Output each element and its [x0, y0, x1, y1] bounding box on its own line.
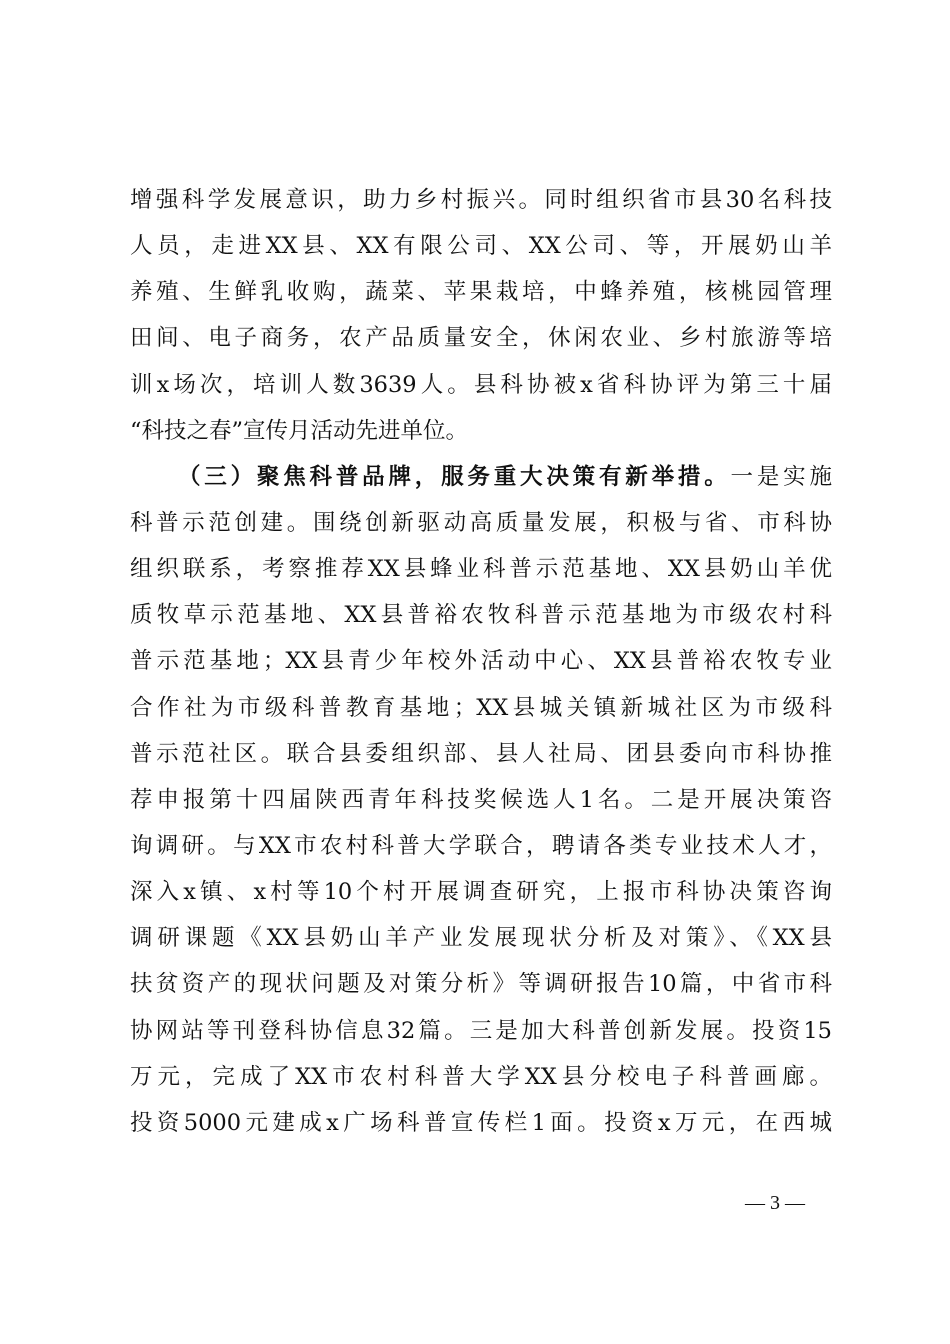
- text-line: “科技之春”宣传月活动先进单位。: [130, 417, 469, 444]
- text-line: 增强科学发展意识，助力乡村振兴。同时组织省市县30名科技: [130, 187, 832, 213]
- text-line: 调研课题《XX县奶山羊产业发展现状分析及对策》、《XX县: [130, 925, 832, 952]
- text-line: 科普示范创建。围绕创新驱动高质量发展，积极与省、市科协: [130, 509, 832, 536]
- document-body: [130, 177, 832, 1146]
- text-line: 普示范基地；XX县青少年校外活动中心、XX县普裕农牧专业: [130, 648, 832, 675]
- text-line: 协网站等刊登科协信息32篇。三是加大科普创新发展。投资15: [130, 1017, 832, 1044]
- text-line: 训x场次，培训人数3639人。县科协被x省科协评为第三十届: [130, 371, 832, 398]
- text-line: 荐申报第十四届陕西青年科技奖候选人1名。二是开展决策咨: [130, 786, 832, 813]
- text-line: 田间、电子商务，农产品质量安全，休闲农业、乡村旅游等培: [130, 325, 832, 352]
- text-line: 深入x镇、x村等10个村开展调查研究，上报市科协决策咨询: [130, 879, 832, 906]
- text-line: 质牧草示范基地、XX县普裕农牧科普示范基地为市级农村科: [130, 602, 832, 629]
- text-line: 普示范社区。联合县委组织部、县人社局、团县委向市科协推: [130, 740, 832, 767]
- text-line: 组织联系，考察推荐XX县蜂业科普示范基地、XX县奶山羊优: [130, 556, 832, 583]
- text-fragment: 一是实施: [730, 463, 832, 490]
- text-line: 扶贫资产的现状问题及对策分析》等调研报告10篇，中省市科: [130, 971, 832, 998]
- text-line: 万元，完成了XX市农村科普大学XX县分校电子科普画廊。: [130, 1063, 832, 1090]
- text-line: 合作社为市级科普教育基地；XX县城关镇新城社区为市级科: [130, 694, 832, 721]
- section-heading-line: [130, 454, 832, 500]
- text-line: 投资5000元建成x广场科普宣传栏1面。投资x万元，在西城: [130, 1109, 832, 1136]
- page-number: — 3 —: [745, 1192, 805, 1214]
- text-line: 询调研。与XX市农村科普大学联合，聘请各类专业技术人才，: [130, 832, 832, 859]
- text-line: 养殖、生鲜乳收购，蔬菜、苹果栽培，中蜂养殖，核桃园管理: [130, 279, 832, 306]
- section-heading: （三）聚焦科普品牌，服务重大决策有新举措。: [178, 463, 731, 490]
- text-line: 人员，走进XX县、XX有限公司、XX公司、等，开展奶山羊: [130, 233, 832, 260]
